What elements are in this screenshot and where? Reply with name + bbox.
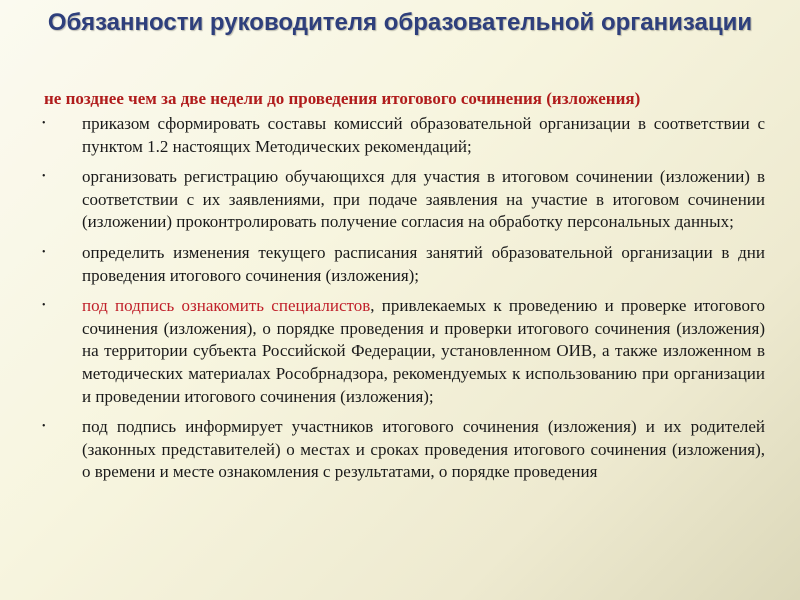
duty-item-text: приказом сформировать составы комиссий образовательной организации в соответствии с пунктом 1.2 настоящих Методических рекомендаций; xyxy=(82,114,765,156)
bullet-icon: • xyxy=(42,421,46,433)
duty-item-3 xyxy=(40,242,765,287)
duty-item-5 xyxy=(40,416,765,484)
duty-item-2 xyxy=(40,166,765,234)
duty-item-text: , привлекаемых к проведению и проверке итогового сочинения (изложения), о порядке проведения и проверки итогового сочинения (изложения) на территории субъекта Российской Федерации, установленном ОИВ, а также изложенном в методических материалах Рособрнадзора, рекомендуемых к использованию при организации и проведении итогового сочинения (изложения); xyxy=(82,296,766,406)
duty-item-4 xyxy=(40,295,765,408)
bullet-icon: • xyxy=(42,300,46,312)
duty-item-highlight: под подпись ознакомить специалистов xyxy=(82,296,371,316)
bullet-icon: • xyxy=(42,118,46,129)
duties-list xyxy=(40,113,765,492)
slide-subtitle: не позднее чем за две недели до проведения итогового сочинения (изложения) xyxy=(44,89,641,108)
bullet-icon: • xyxy=(42,246,46,258)
duty-item-1 xyxy=(40,113,765,158)
duty-item-text: под подпись информирует участников итогового сочинения (изложения) и их родителей (законных представителей) о местах и сроках проведения итогового сочинения (изложения), о времени и месте ознакомления с результатами, о порядке проведения xyxy=(82,417,765,482)
slide-title: Обязанности руководителя образовательной организации xyxy=(47,9,753,36)
duty-item-text: организовать регистрацию обучающихся для участия в итоговом сочинении (изложении) в соответствии с их заявлениями, при подаче заявления на участие в итоговом сочинении (изложении) проконтролировать получение согласия на обработку персональных данных; xyxy=(82,167,765,232)
duty-item-text: определить изменения текущего расписания занятий образовательной организации в дни проведения итогового сочинения (изложения); xyxy=(82,242,765,285)
bullet-icon: • xyxy=(42,171,46,183)
